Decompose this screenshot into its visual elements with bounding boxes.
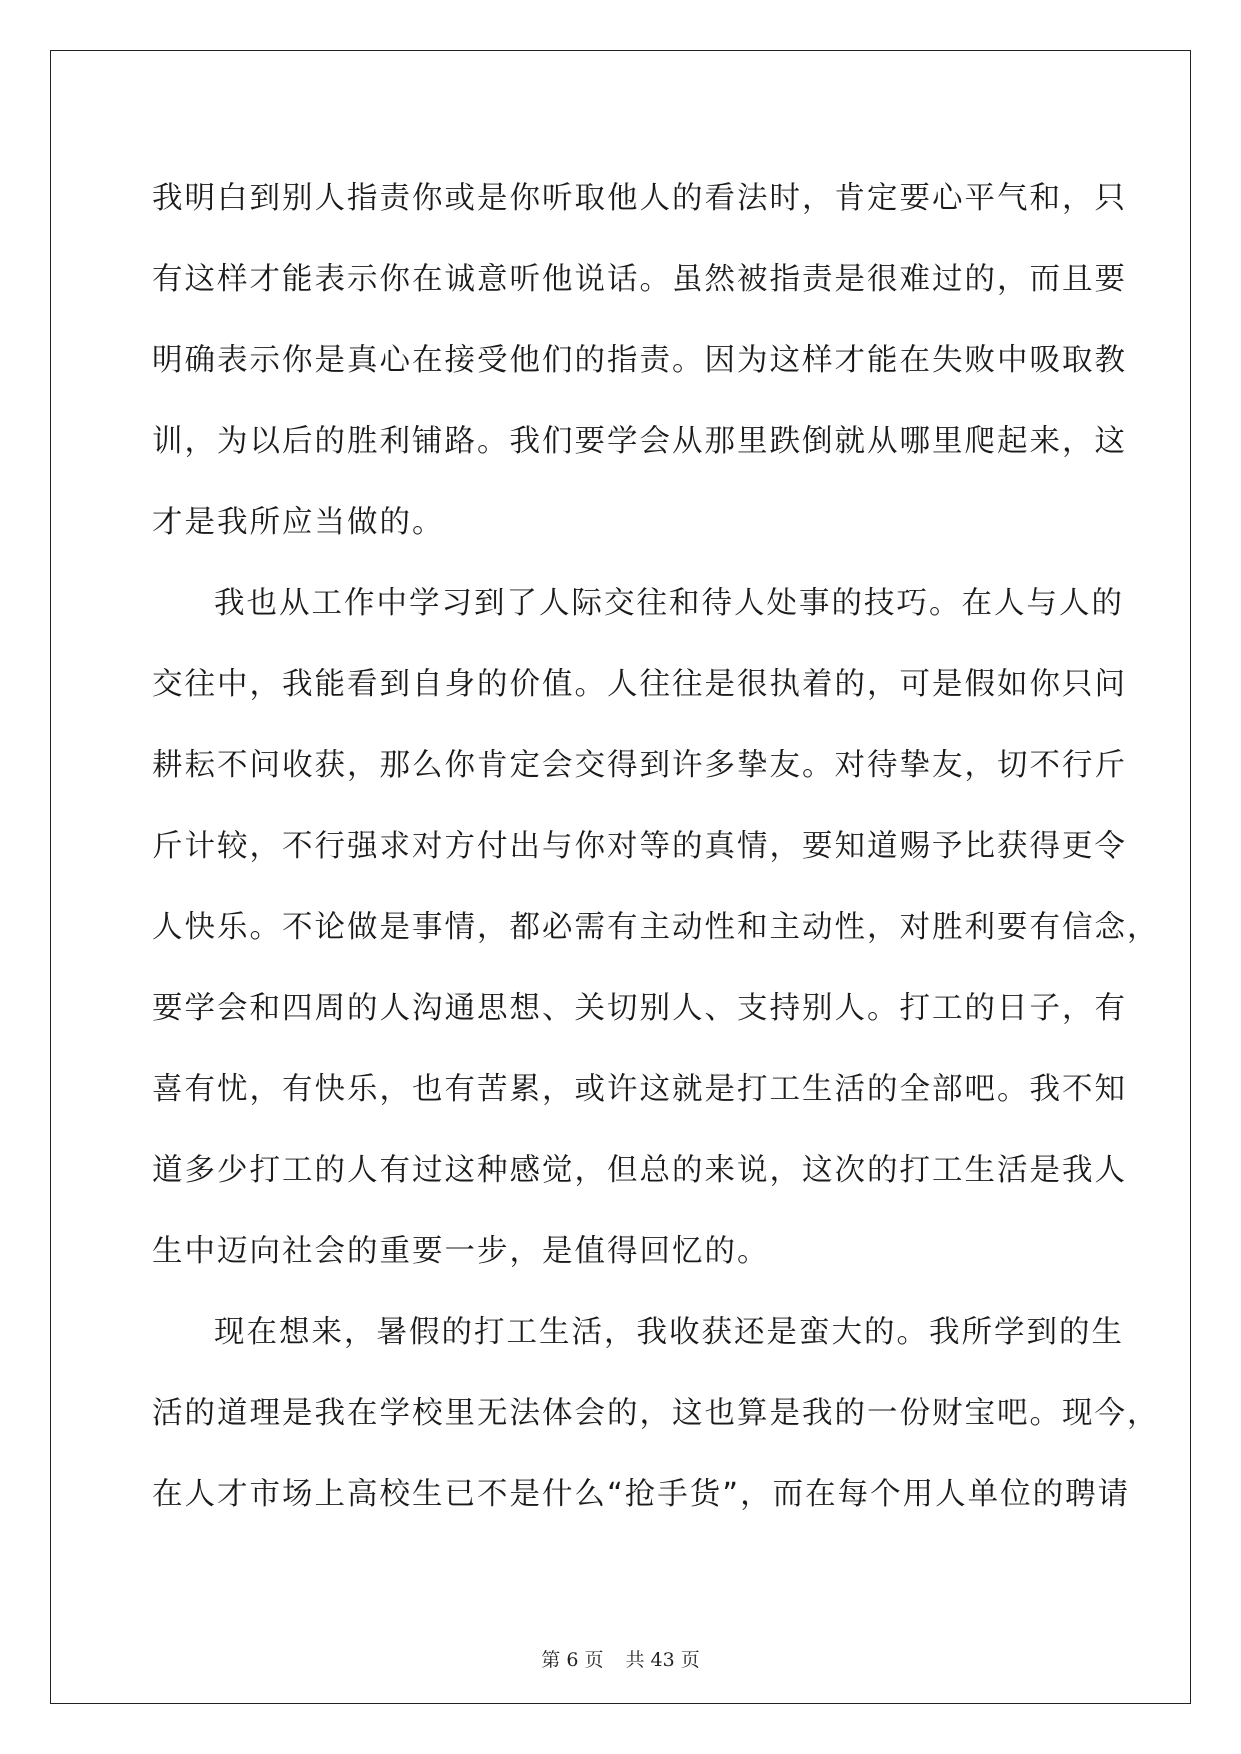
page-total: 共 43 页	[625, 1649, 700, 1671]
text-line: 活的道理是我在学校里无法体会的，这也算是我的一份财宝吧。现今，	[152, 1396, 1160, 1431]
text-line: 交往中，我能看到自身的价值。人往往是很执着的，可是假如你只问	[152, 667, 1127, 702]
text-line: 要学会和四周的人沟通思想、关切别人、支持别人。打工的日子，有	[152, 991, 1127, 1026]
paragraph-first-line: 现在想来，暑假的打工生活，我收获还是蛮大的。我所学到的生	[214, 1315, 1124, 1350]
text-line: 人快乐。不论做是事情，都必需有主动性和主动性，对胜利要有信念，	[152, 910, 1160, 945]
document-body	[152, 158, 1160, 1535]
paragraph-first-line: 我也从工作中学习到了人际交往和待人处事的技巧。在人与人的	[214, 586, 1124, 621]
text-line: 才是我所应当做的。	[152, 505, 445, 540]
text-line: 有这样才能表示你在诚意听他说话。虽然被指责是很难过的，而且要	[152, 262, 1127, 297]
text-line: 明确表示你是真心在接受他们的指责。因为这样才能在失败中吸取教	[152, 343, 1127, 378]
text-line: 斤计较，不行强求对方付出与你对等的真情，要知道赐予比获得更令	[152, 829, 1127, 864]
text-line: 我明白到别人指责你或是你听取他人的看法时，肯定要心平气和，只	[152, 181, 1127, 216]
text-line: 喜有忧，有快乐，也有苦累，或许这就是打工生活的全部吧。我不知	[152, 1072, 1127, 1107]
text-line: 训，为以后的胜利铺路。我们要学会从那里跌倒就从哪里爬起来，这	[152, 424, 1127, 459]
text-line: 道多少打工的人有过这种感觉，但总的来说，这次的打工生活是我人	[152, 1153, 1127, 1188]
page-number: 第 6 页	[541, 1649, 604, 1671]
text-line: 生中迈向社会的重要一步，是值得回忆的。	[152, 1234, 770, 1269]
text-line: 在人才市场上高校生已不是什么“抢手货”，而在每个用人单位的聘请	[152, 1477, 1131, 1512]
text-line: 耕耘不问收获，那么你肯定会交得到许多挚友。对待挚友，切不行斤	[152, 748, 1127, 783]
page-footer	[0, 1645, 1241, 1672]
